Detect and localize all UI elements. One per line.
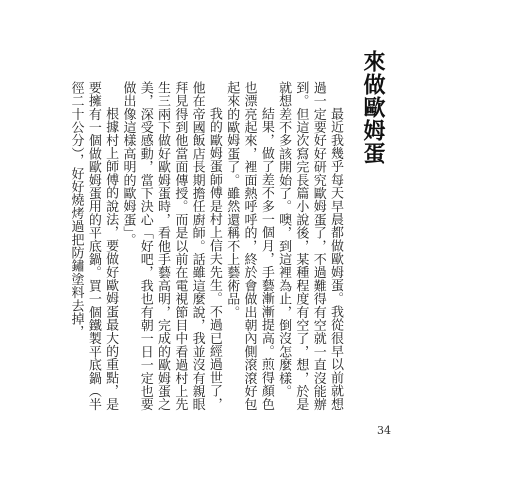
paragraph-4: 根據村上師傅的說法，要做好歐姆蛋最大的重點，是要擁有一個做歐姆蛋用的平底鍋。買一個鐵製平底鍋（半徑二十公分），好好燒烤過把防鏽塗料去掉， bbox=[68, 81, 119, 411]
paragraph-1: 最近我幾乎每天早晨都做歐姆蛋。我從很早以前就想過一定要好好研究歐姆蛋了，不過難得有空就一直沒能辦到。但這次寫完長篇小說後，某種程度有空了，想，於是就想差不多該開始了。噢，到這裡為止，倒沒怎麼樣。 bbox=[276, 81, 343, 411]
chapter-title: 來做歐姆蛋 bbox=[360, 50, 386, 165]
paragraph-2: 結果，做了差不多一個月，手藝漸漸提高。煎得顏色也漂亮起來，裡面熱呼呼的，終於會做出朝內側滾滾好包起來的歐姆蛋了。雖然還稱不上藝術品。 bbox=[224, 81, 274, 411]
chapter-body bbox=[68, 81, 344, 411]
page-number: 34 bbox=[377, 424, 391, 437]
paragraph-3: 我的歐姆蛋師傅是村上信夫先生。不過已經過世了，他在帝國飯店長期擔任廚師。話雖這麼說，我並沒有親眼拜見得到他當面傳授。而是以前在電視節目中看過村上先生三兩下做好歐姆蛋時，看他手藝高明，完成的歐姆蛋之美，深受感動，當下決心「好吧，我也有朝一日一定也要做出像這樣高明的歐姆蛋」。 bbox=[120, 81, 222, 411]
